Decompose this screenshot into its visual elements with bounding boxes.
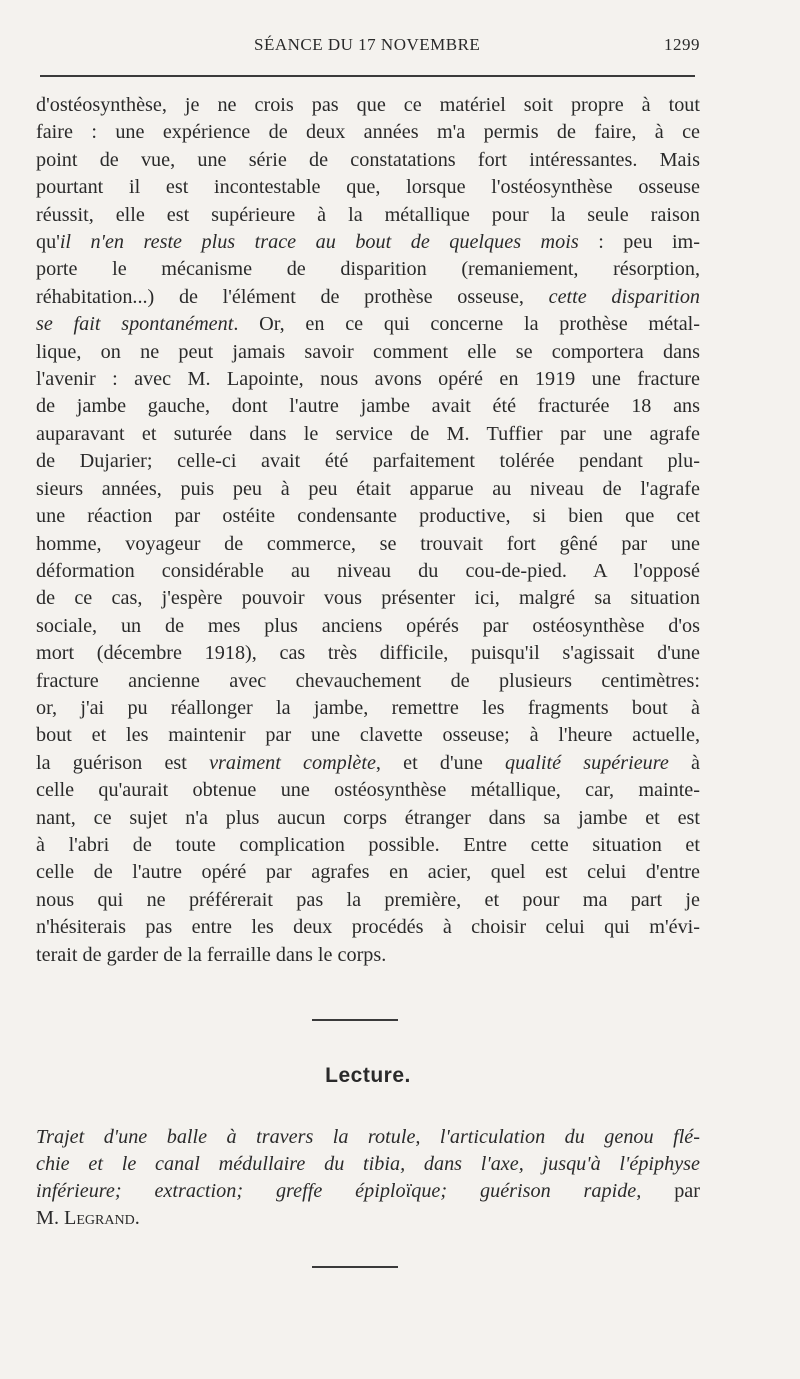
body-text-segment: . Or, en ce qui concerne la prothèse métal-	[233, 313, 700, 336]
page-number: 1299	[664, 35, 700, 54]
body-text-segment: à	[668, 751, 700, 774]
body-text-segment: de ce cas, j'espère pouvoir vous présenter ici, malgré sa situation	[36, 587, 700, 610]
body-text-segment: n'hésiterais pas entre les deux procédés à choisir celui qui m'évi-	[36, 916, 700, 939]
body-line	[36, 339, 700, 366]
body-line	[36, 695, 700, 722]
body-text-segment: fracture ancienne avec chevauchement de plusieurs centimètres:	[36, 669, 700, 692]
body-text-segment: une réaction par ostéite condensante productive, si bien que cet	[36, 505, 700, 528]
body-text	[36, 92, 700, 969]
body-text-segment: porte le mécanisme de disparition (remaniement, résorption,	[36, 258, 700, 281]
body-text-segment: de jambe gauche, dont l'autre jambe avait été fracturée 18 ans	[36, 395, 700, 418]
italic-text: se fait spontanément	[36, 313, 234, 336]
lecture-author-line	[36, 1205, 700, 1232]
author-name: Legrand	[64, 1207, 135, 1229]
body-text-segment: , et d'une	[375, 751, 505, 774]
lecture-title-text: Trajet d'une balle à travers la rotule, l'articulation du genou flé-	[36, 1126, 700, 1148]
body-text-segment: bout et les maintenir par une clavette osseuse; à l'heure actuelle,	[36, 724, 700, 747]
body-line	[36, 668, 700, 695]
section-rule-lower	[312, 1266, 398, 1268]
italic-text: vraiment complète	[209, 751, 376, 774]
body-line	[36, 119, 700, 146]
lecture-title-text: chie et le canal médullaire du tibia, dans l'axe, jusqu'à l'épiphyse	[36, 1153, 700, 1175]
body-text-segment: or, j'ai pu réallonger la jambe, remettre les fragments bout à	[36, 696, 700, 719]
body-text-segment: déformation considérable au niveau du cou-de-pied. A l'opposé	[36, 559, 700, 582]
body-text-segment: point de vue, une série de constatations fort intéressantes. Mais	[36, 148, 700, 171]
body-text-segment: pourtant il est incontestable que, lorsque l'ostéosynthèse osseuse	[36, 176, 700, 199]
body-text-segment: terait de garder de la ferraille dans le corps.	[36, 943, 387, 966]
body-text-segment: sociale, un de mes plus anciens opérés par ostéosynthèse d'os	[36, 614, 700, 637]
body-text-segment: lique, on ne peut jamais savoir comment elle se comportera dans	[36, 340, 700, 363]
body-line	[36, 531, 700, 558]
body-text-segment: celle qu'aurait obtenue une ostéosynthèse métallique, car, mainte-	[36, 779, 700, 802]
lecture-heading: Lecture.	[325, 1064, 411, 1087]
body-text-segment: réussit, elle est supérieure à la métallique pour la seule raison	[36, 203, 700, 226]
body-text-segment: nant, ce sujet n'a plus aucun corps étranger dans sa jambe et est	[36, 806, 700, 829]
lecture-par: par	[641, 1180, 700, 1202]
italic-text: qualité supérieure	[504, 751, 669, 774]
body-line	[36, 311, 700, 338]
italic-text: cette disparition	[548, 285, 701, 308]
lecture-title-text: inférieure; extraction; greffe épiploïque; guérison rapide,	[36, 1180, 642, 1202]
author-suffix: .	[134, 1207, 140, 1229]
body-line	[36, 832, 700, 859]
body-line	[36, 914, 700, 941]
body-line	[36, 393, 700, 420]
body-text-segment: nous qui ne préférerait pas la première, et pour ma part je	[36, 888, 700, 911]
body-line	[36, 421, 700, 448]
body-text-segment: mort (décembre 1918), cas très difficile, puisqu'il s'agissait d'une	[36, 642, 700, 665]
body-line	[36, 284, 700, 311]
body-line	[36, 887, 700, 914]
body-text-segment: celle de l'autre opéré par agrafes en acier, quel est celui d'entre	[36, 861, 700, 884]
author-prefix: M.	[36, 1207, 65, 1229]
body-line	[36, 503, 700, 530]
header-rule	[40, 75, 695, 77]
body-text-segment: auparavant et suturée dans le service de M. Tuffier par une agrafe	[36, 422, 700, 445]
body-line	[36, 366, 700, 393]
body-line	[36, 202, 700, 229]
body-text-segment: faire : une expérience de deux années m'a permis de faire, à ce	[36, 121, 700, 144]
body-text-segment: la guérison est	[36, 751, 210, 774]
body-line	[36, 805, 700, 832]
body-line	[36, 558, 700, 585]
body-line	[36, 640, 700, 667]
body-line	[36, 448, 700, 475]
body-line	[36, 942, 700, 969]
body-line	[36, 859, 700, 886]
lecture-paragraph	[36, 1124, 700, 1232]
body-text-segment: sieurs années, puis peu à peu était apparue au niveau de l'agrafe	[36, 477, 700, 500]
body-line	[36, 585, 700, 612]
body-line	[36, 92, 700, 119]
body-line	[36, 174, 700, 201]
body-text-segment: réhabitation...) de l'élément de prothèse osseuse,	[36, 285, 549, 308]
lecture-line	[36, 1178, 700, 1205]
lecture-line	[36, 1151, 700, 1178]
body-text-segment: qu'	[36, 231, 60, 254]
body-line	[36, 722, 700, 749]
body-text-segment: à l'abri de toute complication possible. Entre cette situation et	[36, 833, 700, 856]
body-line	[36, 147, 700, 174]
lecture-line	[36, 1124, 700, 1151]
body-text-segment: : peu im-	[578, 231, 700, 254]
body-line	[36, 777, 700, 804]
running-header	[36, 35, 700, 59]
body-line	[36, 613, 700, 640]
body-text-segment: homme, voyageur de commerce, se trouvait fort gêné par une	[36, 532, 700, 555]
body-line	[36, 256, 700, 283]
body-line	[36, 476, 700, 503]
body-line	[36, 750, 700, 777]
header-title: SÉANCE DU 17 NOVEMBRE	[254, 35, 481, 54]
italic-text: il n'en reste plus trace au bout de quelques mois	[59, 231, 579, 254]
body-text-segment: l'avenir : avec M. Lapointe, nous avons opéré en 1919 une fracture	[36, 368, 700, 391]
section-rule-upper	[312, 1019, 398, 1021]
body-text-segment: d'ostéosynthèse, je ne crois pas que ce matériel soit propre à tout	[36, 94, 700, 116]
body-line	[36, 229, 700, 256]
body-text-segment: de Dujarier; celle-ci avait été parfaitement tolérée pendant plu-	[36, 450, 700, 473]
